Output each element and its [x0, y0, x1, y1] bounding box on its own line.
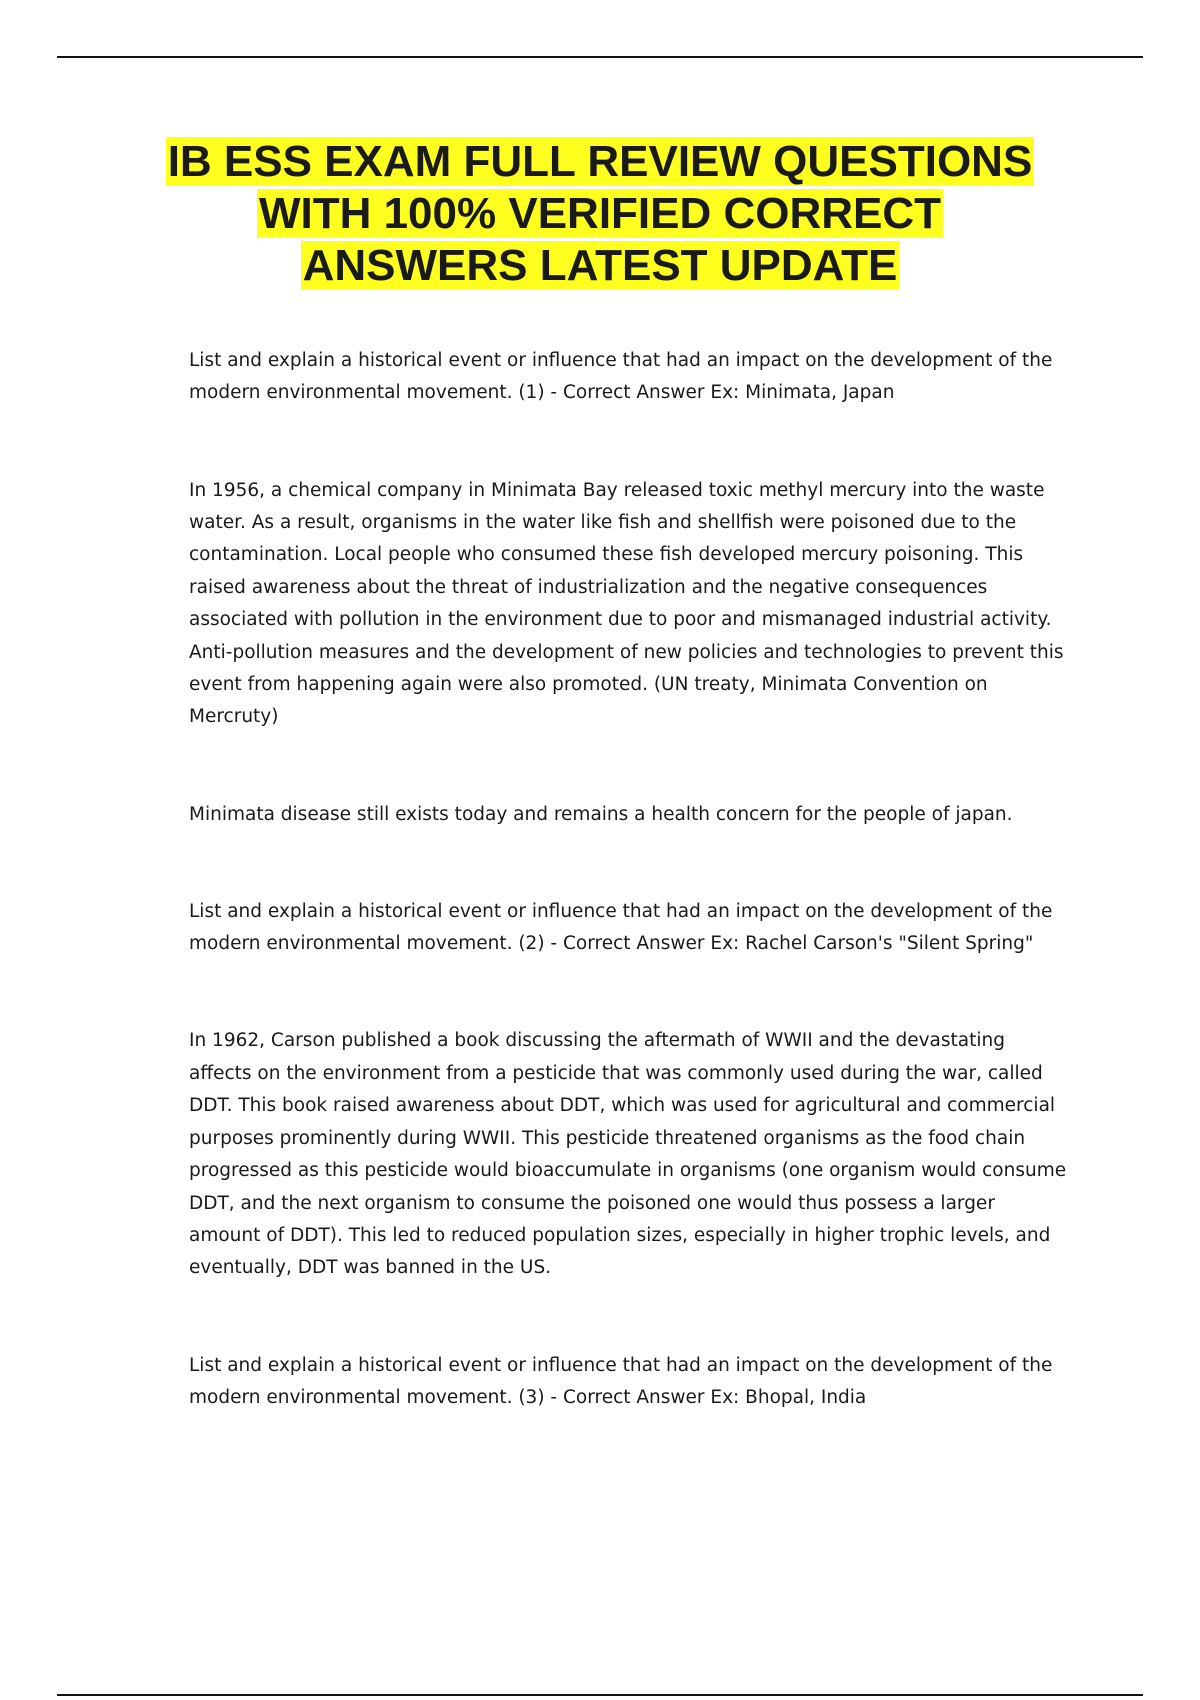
answer-2-explanation: In 1962, Carson published a book discussing the aftermath of WWII and the devastating affects on the environment from a pesticide that was commonly used during the war, called DDT. This book raised awareness about DDT, which was used for agricultural and commercial purposes prominently during WWII. This pesticide threatened organisms as the food chain progressed as this pesticide would bioaccumulate in organisms (one organism would consume DDT, and the next organism to consume the poisoned one would thus possess a larger amount of DDT). This led to reduced population sizes, especially in higher trophic levels, and eventually, DDT was banned in the US. — [189, 1030, 1067, 1279]
question-3: List and explain a historical event or influence that had an impact on the development of the modern environmental movement. (3) - Correct Answer Ex: Bhopal, India — [189, 1354, 1053, 1408]
answer-1-explanation: In 1956, a chemical company in Minimata Bay released toxic methyl mercury into the waste water. As a result, organisms in the water like fish and shellfish were poisoned due to the contamination. Local people who consumed these fish developed mercury poisoning. This raised awareness about the threat of industrialization and the negative consequences associated with pollution in the environment due to poor and mismanaged industrial activity. Anti-pollution measures and the development of new policies and technologies to prevent this event from happening again were also promoted. (UN treaty, Minimata Convention on Mercruty) — [189, 479, 1064, 728]
document-title-block — [150, 136, 1050, 292]
question-2: List and explain a historical event or influence that had an impact on the development of the modern environmental movement. (2) - Correct Answer Ex: Rachel Carson's "Silent Spring" — [189, 900, 1053, 955]
answer-1-note: Minimata disease still exists today and remains a health concern for the people of japan. — [189, 803, 1013, 825]
bottom-rule — [57, 1694, 1143, 1696]
question-1: List and explain a historical event or influence that had an impact on the development of the modern environmental movement. (1) - Correct Answer Ex: Minimata, Japan — [189, 350, 1053, 404]
document-body — [189, 345, 1069, 1414]
document-title: IB ESS EXAM FULL REVIEW QUESTIONS WITH 100% VERIFIED CORRECT ANSWERS LATEST UPDATE — [167, 137, 1033, 290]
top-rule — [57, 56, 1143, 58]
